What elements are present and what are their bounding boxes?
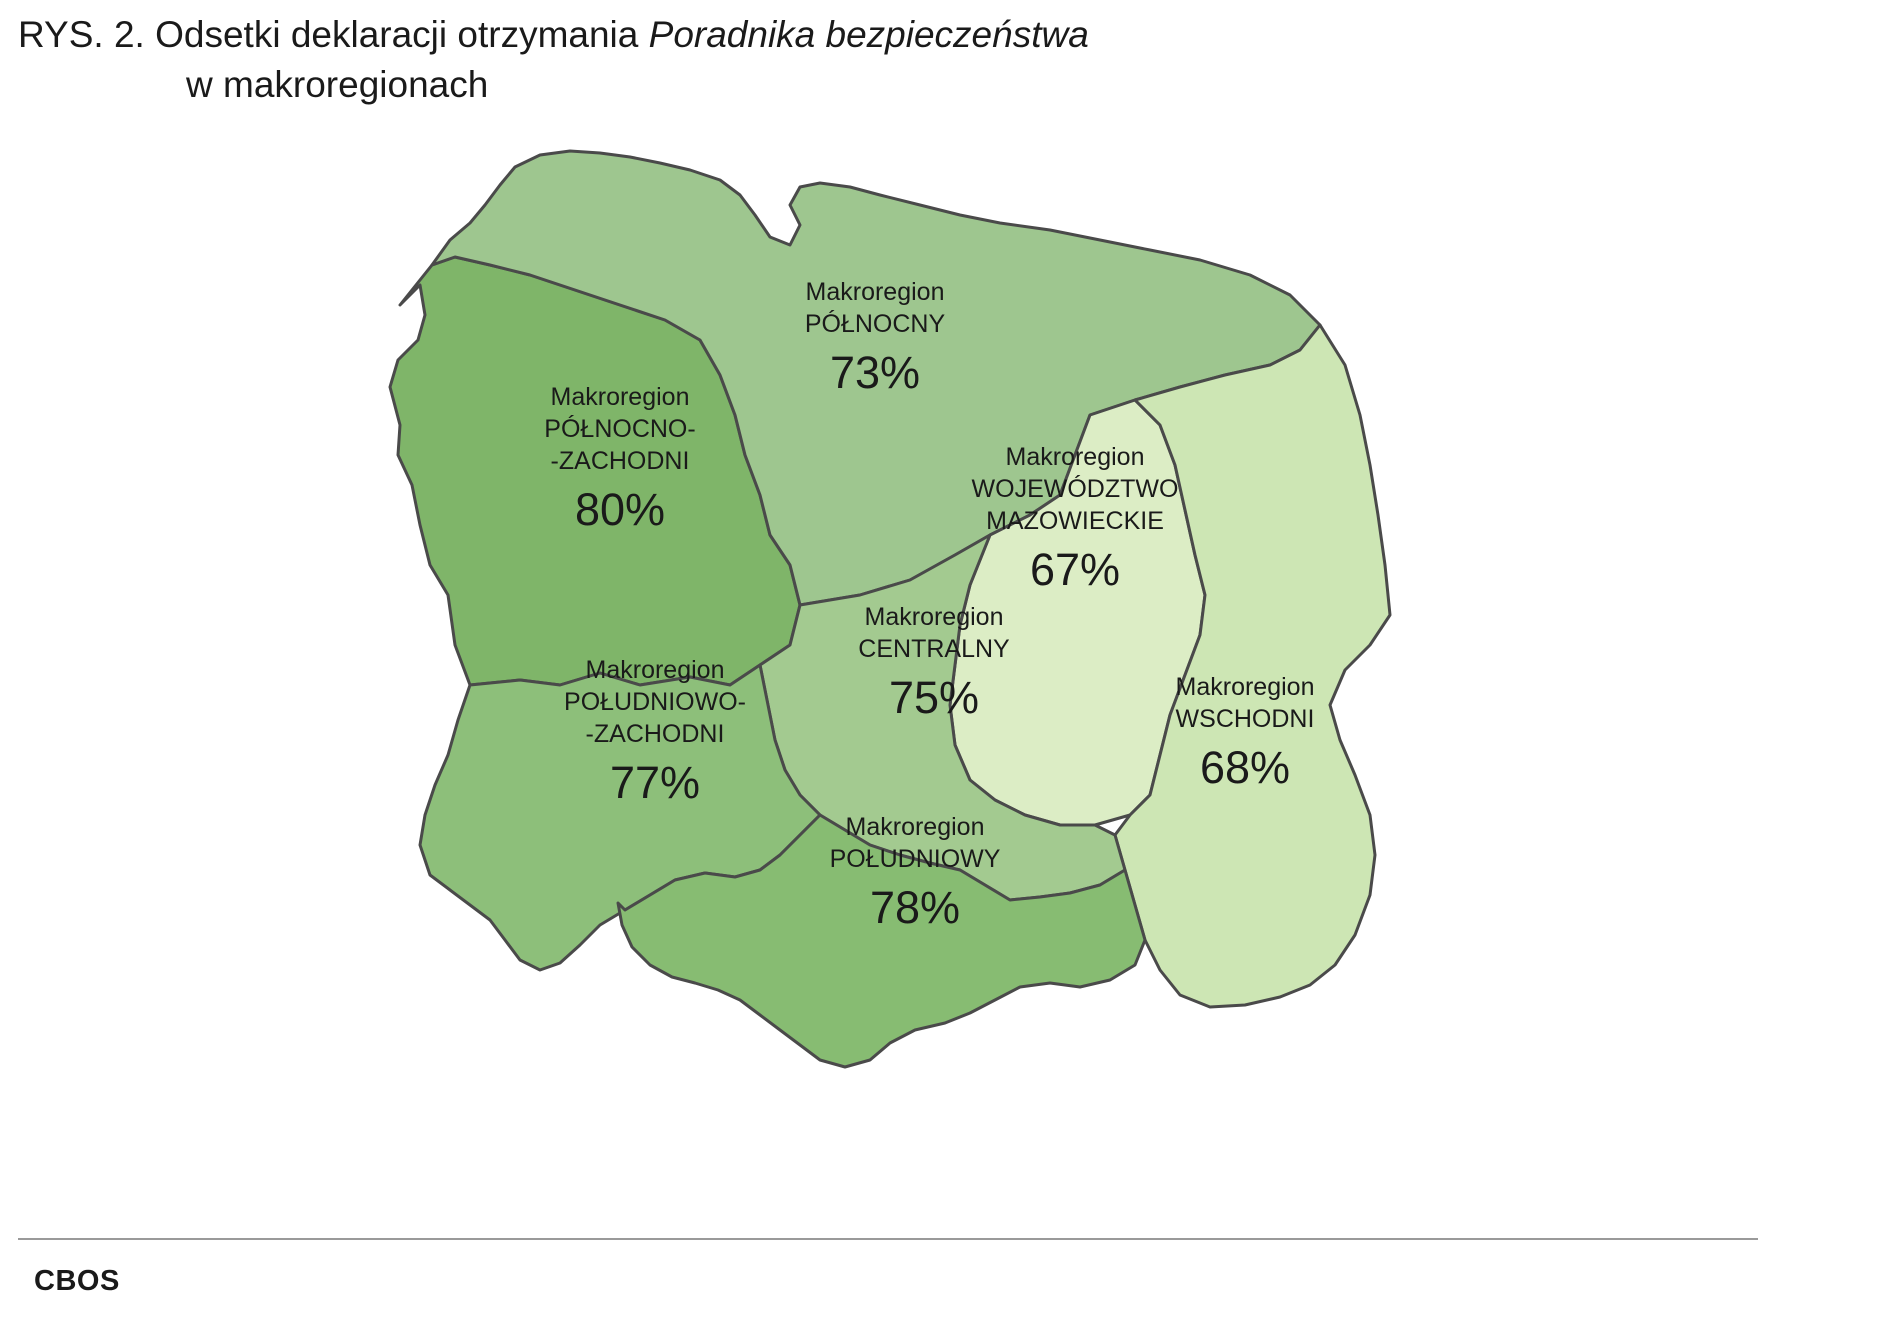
value-polnocny: 73% xyxy=(829,347,921,398)
label-wschodni-line1: Makroregion xyxy=(1175,673,1315,701)
title-italic-part: Poradnika bezpieczeństwa xyxy=(648,14,1089,55)
label-wschodni-line2: WSCHODNI xyxy=(1175,705,1315,733)
value-poludniowy: 78% xyxy=(869,882,961,933)
value-centralny: 75% xyxy=(888,672,980,723)
label-mazowieckie-line3: MAZOWIECKIE xyxy=(986,507,1164,535)
label-poludniowy-line1: Makroregion xyxy=(845,813,985,841)
title-line-1 xyxy=(18,10,1718,60)
value-poludniowo-zachodni: 77% xyxy=(609,757,701,808)
title-prefix: RYS. 2. Odsetki deklaracji otrzymania xyxy=(18,14,649,55)
label-mazowieckie-line2: WOJEWÓDZTWO xyxy=(971,475,1179,503)
footer-divider xyxy=(18,1238,1758,1240)
label-poludniowo-zachodni-line3: -ZACHODNI xyxy=(585,720,725,748)
poland-macroregions-map xyxy=(0,125,1891,1200)
title-line-2: w makroregionach xyxy=(186,63,489,105)
label-polnocno-zachodni-line2: PÓŁNOCNO- xyxy=(544,415,696,443)
label-poludniowy-line2: POŁUDNIOWY xyxy=(829,845,1001,873)
value-wschodni: 68% xyxy=(1199,742,1291,793)
label-centralny-line1: Makroregion xyxy=(864,603,1004,631)
label-polnocny-line2: PÓŁNOCNY xyxy=(804,310,946,338)
value-polnocno-zachodni: 80% xyxy=(574,484,666,535)
label-poludniowo-zachodni-line1: Makroregion xyxy=(585,656,725,684)
label-polnocno-zachodni-line3: -ZACHODNI xyxy=(550,447,690,475)
label-centralny-line2: CENTRALNY xyxy=(858,635,1010,663)
label-poludniowo-zachodni-line2: POŁUDNIOWO- xyxy=(564,688,746,716)
label-mazowieckie-line1: Makroregion xyxy=(1005,443,1145,471)
cbos-logo: CBOS xyxy=(34,1265,120,1297)
value-mazowieckie: 67% xyxy=(1029,544,1121,595)
label-polnocny-line1: Makroregion xyxy=(805,278,945,306)
label-polnocno-zachodni-line1: Makroregion xyxy=(550,383,690,411)
map-chart xyxy=(0,125,1891,1200)
page-title xyxy=(18,10,1718,110)
